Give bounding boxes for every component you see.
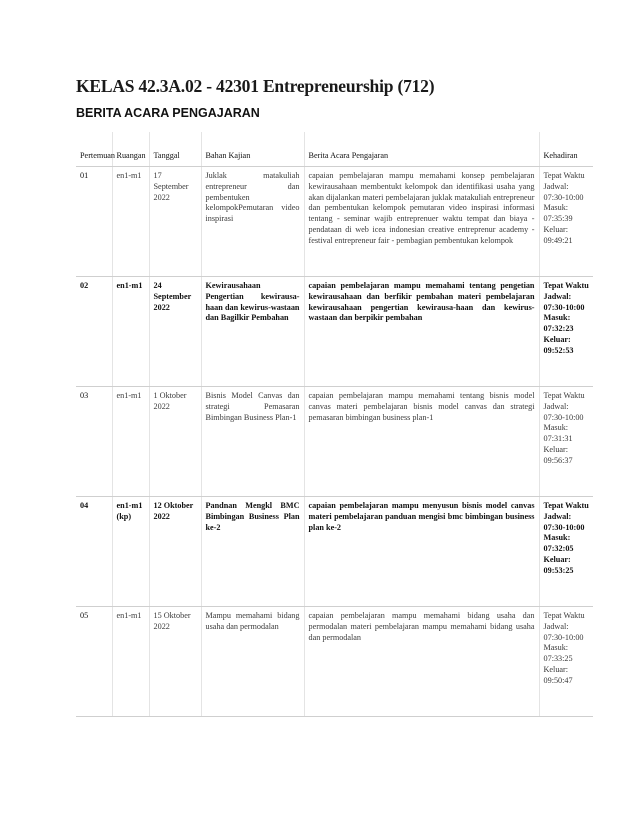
page-title: KELAS 42.3A.02 - 42301 Entrepreneurship (712) (76, 76, 435, 96)
cell-bahan-kajian: Bisnis Model Canvas dan strategi Pemasaran Bimbingan Business Plan-1 (201, 387, 304, 497)
table-row (76, 277, 593, 387)
header-ruangan: Ruangan (112, 132, 149, 167)
cell-kehadiran: Tepat Waktu Jadwal: 07:30-10:00 Masuk: 07:31:31 Keluar: 09:56:37 (539, 387, 593, 497)
header-kehadiran: Kehadiran (539, 132, 593, 167)
cell-bahan-kajian: Kewirausahaan Pengertian kewirausa-haan dan kewirus-wastaan dan Bagilkir Pembahan (201, 277, 304, 387)
cell-ruangan: en1-m1 (112, 277, 149, 387)
cell-tanggal: 24 September 2022 (149, 277, 201, 387)
cell-ruangan: en1-m1 (112, 167, 149, 277)
cell-ruangan: en1-m1 (112, 387, 149, 497)
header-tanggal: Tanggal (149, 132, 201, 167)
cell-bahan-kajian: Pandnan Mengkl BMC Bimbingan Business Plan ke-2 (201, 497, 304, 607)
table-row (76, 167, 593, 277)
cell-tanggal: 12 Oktober 2022 (149, 497, 201, 607)
cell-tanggal: 15 Oktober 2022 (149, 607, 201, 717)
berita-acara-table (76, 132, 593, 717)
cell-kehadiran: Tepat Waktu Jadwal: 07:30-10:00 Masuk: 07:35:39 Keluar: 09:49:21 (539, 167, 593, 277)
table-header-row (76, 132, 593, 167)
cell-berita-acara: capaian pembelajaran mampu memahami tentang bisnis model canvas materi pembelajaran bisnis model canvas dan strategi pemasaran bimbingan business plan-1 (304, 387, 539, 497)
cell-berita-acara: capaian pembelajaran mampu memahami tentang pengetian kewirausahaan dan berfikir pembahan materi pembelajaran kewirausahaan pengertian kewirausa-haan dan kewirus-wastaan dan berpikir pembahan (304, 277, 539, 387)
cell-pertemuan: 02 (76, 277, 112, 387)
cell-ruangan: en1-m1 (112, 607, 149, 717)
table-row (76, 497, 593, 607)
cell-bahan-kajian: Juklak matakuliah entrepreneur dan pembentuken kelompokPemutaran video inspirasi (201, 167, 304, 277)
cell-berita-acara: capaian pembelajaran mampu memahami bidang usaha dan permodalan materi pembelajaran mampu memahami bidang usaha dan permodalan (304, 607, 539, 717)
cell-pertemuan: 01 (76, 167, 112, 277)
cell-ruangan: en1-m1 (kp) (112, 497, 149, 607)
header-pertemuan: Pertemuan (76, 132, 112, 167)
cell-tanggal: 1 Oktober 2022 (149, 387, 201, 497)
table-row (76, 387, 593, 497)
cell-berita-acara: capaian pembelajaran mampu memahami konsep pembelajaran kewirausahaan membentukt kelompok dan identifikasi usaha yang akan dijalankan materi pembelajaran juklak matakuliah entrepreneur dan pembentukan kelompok pemutaran video inspirasi informasi tentang - seminar wajib entreprenuer waktu tempat dan biaya - pendataan di web icea indonesian creative entreprenur academy - festival entrepreneur fair - pembagian pembentukan kelompok (304, 167, 539, 277)
cell-kehadiran: Tepat Waktu Jadwal: 07:30-10:00 Masuk: 07:32:05 Keluar: 09:53:25 (539, 497, 593, 607)
cell-pertemuan: 05 (76, 607, 112, 717)
section-title: BERITA ACARA PENGAJARAN (76, 106, 260, 120)
cell-berita-acara: capaian pembelajaran mampu menyusun bisnis model canvas materi pembelajaran panduan mengisi bmc bimbingan business plan ke-2 (304, 497, 539, 607)
header-bahan-kajian: Bahan Kajian (201, 132, 304, 167)
header-berita-acara: Berita Acara Pengajaran (304, 132, 539, 167)
cell-pertemuan: 04 (76, 497, 112, 607)
cell-tanggal: 17 September 2022 (149, 167, 201, 277)
cell-kehadiran: Tepat Waktu Jadwal: 07:30-10:00 Masuk: 07:33:25 Keluar: 09:50:47 (539, 607, 593, 717)
table-row (76, 607, 593, 717)
cell-pertemuan: 03 (76, 387, 112, 497)
cell-kehadiran: Tepat Waktu Jadwal: 07:30-10:00 Masuk: 07:32:23 Keluar: 09:52:53 (539, 277, 593, 387)
cell-bahan-kajian: Mampu memahami bidang usaha dan permodalan (201, 607, 304, 717)
